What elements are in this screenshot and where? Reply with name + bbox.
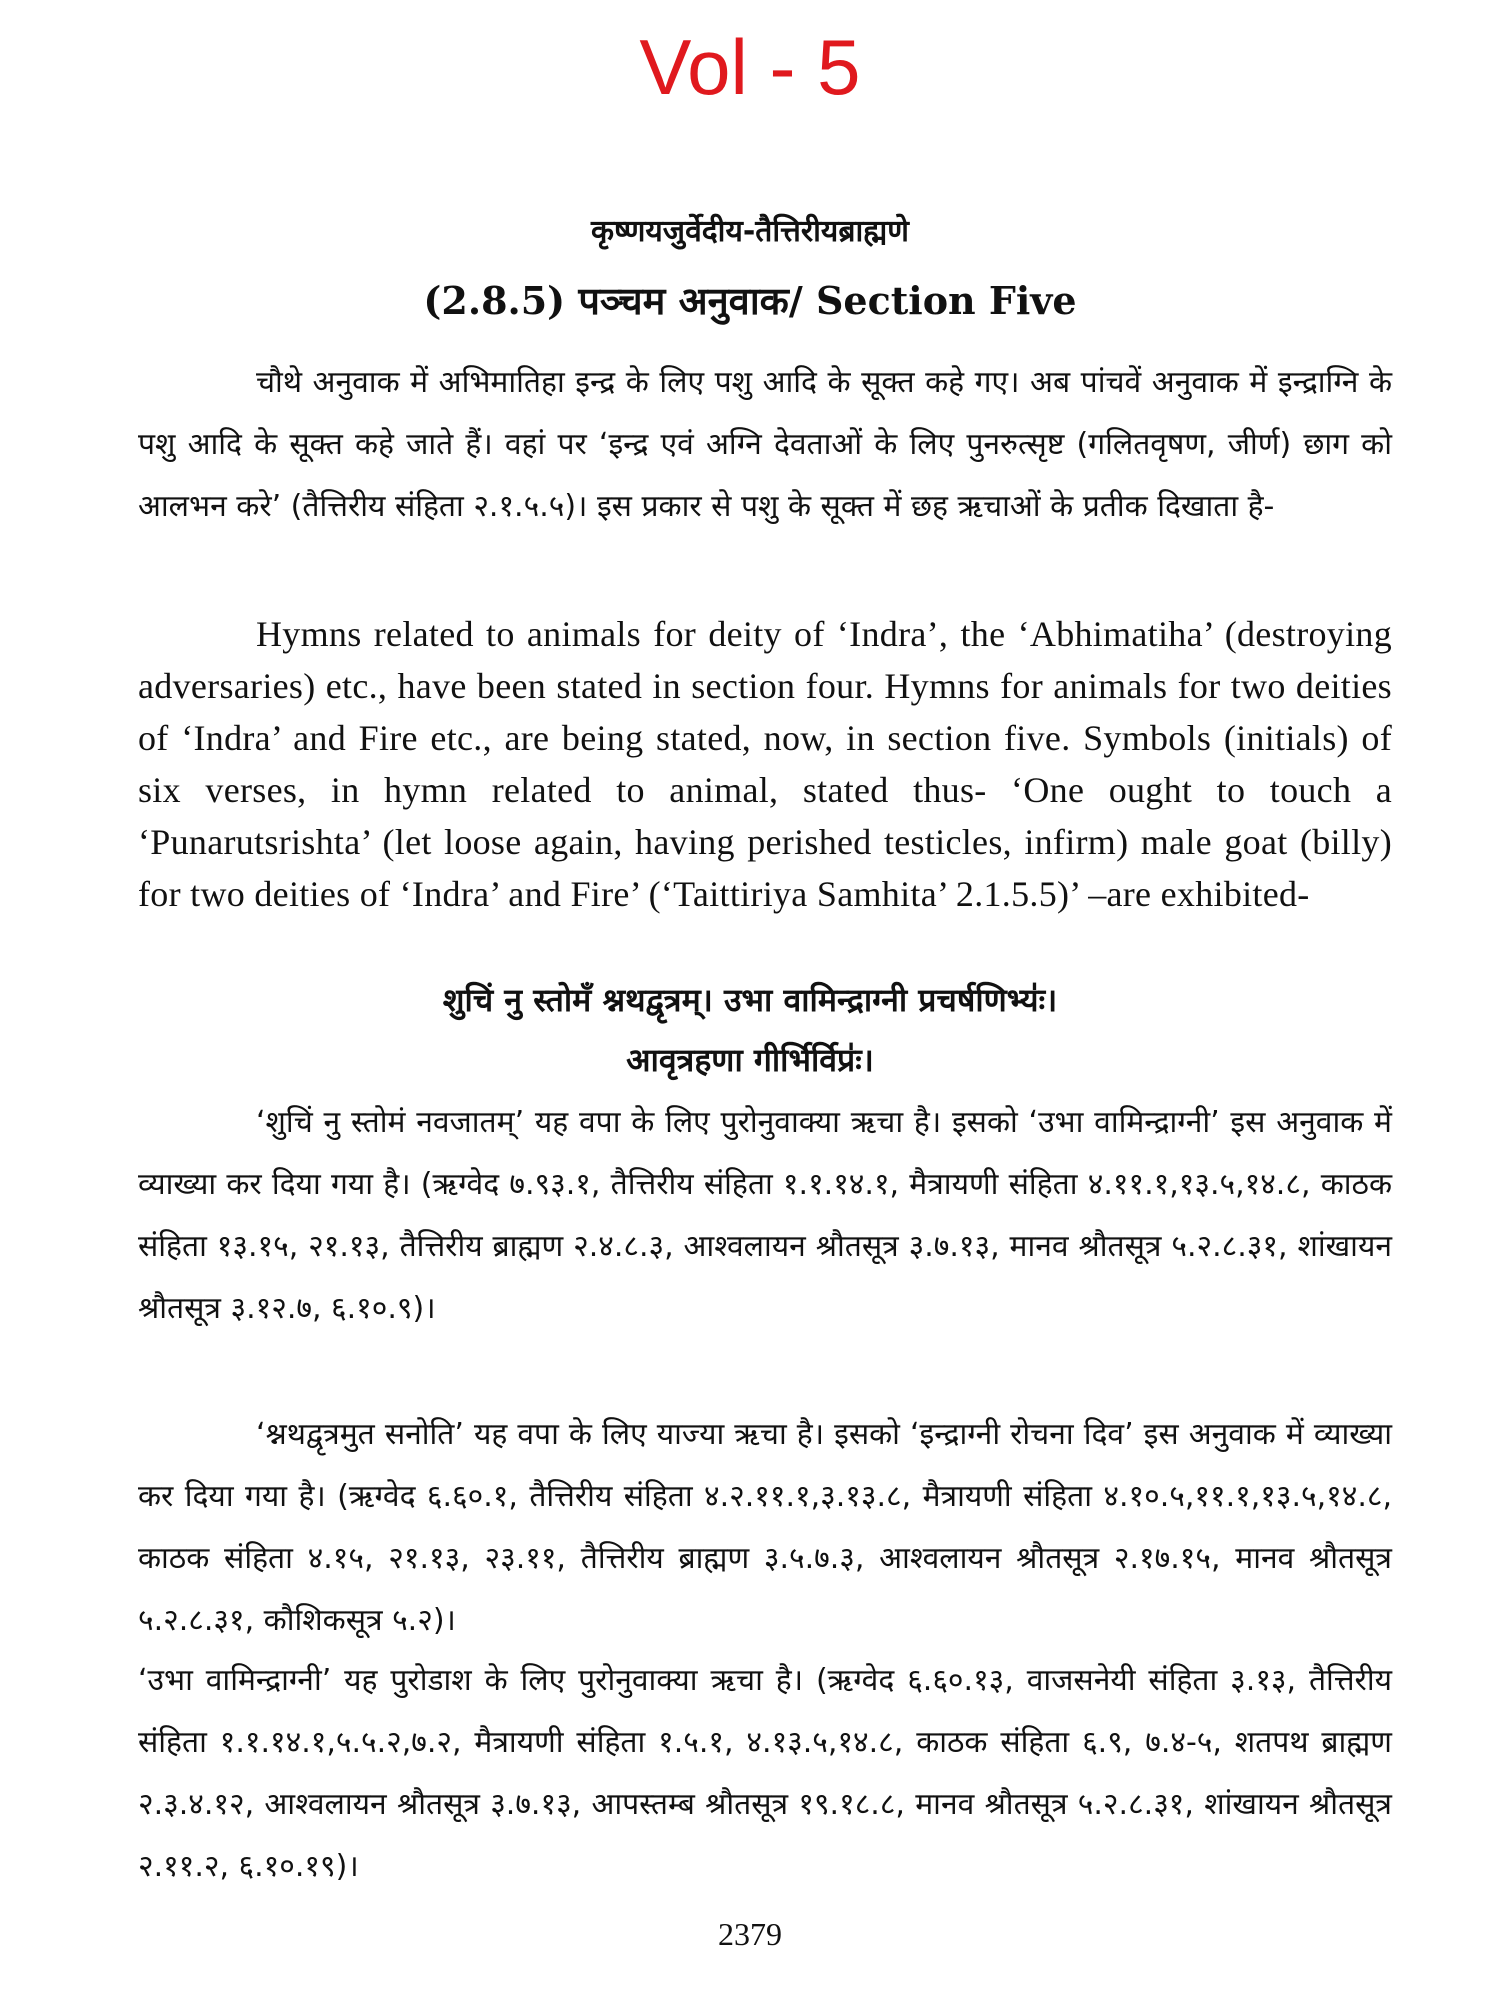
section-title: (2.8.5) पञ्चम अनुवाक/ Section Five: [423, 278, 1077, 323]
hindi-paragraph-4: ‘उभा वामिन्द्राग्नी’ यह पुरोडाश के लिए पुरोनुवाक्या ऋचा है। (ऋग्वेद ६.६०.१३, वाजसनेयी संहिता ३.१३, तैत्तिरीय संहिता १.१.१४.१,५.५.२,७.२, मैत्रायणी संहिता १.५.१, ४.१३.५,१४.८, काठक संहिता ६.९, ७.४-५, शतपथ ब्राह्मण २.३.४.१२, आश्वलायन श्रौतसूत्र ३.७.१३, आपस्तम्ब श्रौतसूत्र १९.१८.८, मानव श्रौतसूत्र ५.२.८.३१, शांखायन श्रौतसूत्र २.११.२, ६.१०.१९)।: [138, 1663, 1392, 1884]
verse-line-2: आवृत्रहणा गीर्भिर्विप्रः॑।: [626, 1041, 874, 1079]
hindi-paragraph-2: ‘शुचिं नु स्तोमं नवजातम्’ यह वपा के लिए पुरोनुवाक्या ऋचा है। इसको ‘उभा वामिन्द्राग्नी’ इस अनुवाक में व्याख्या कर दिया गया है। (ऋग्वेद ७.९३.१, तैत्तिरीय संहिता १.१.१४.१, मैत्रायणी संहिता ४.११.१,१३.५,१४.८, काठक संहिता १३.१५, २१.१३, तैत्तिरीय ब्राह्मण २.४.८.३, आश्वलायन श्रौतसूत्र ३.७.१३, मानव श्रौतसूत्र ५.२.८.३१, शांखायन श्रौतसूत्र ३.१२.७, ६.१०.९)।: [138, 1105, 1392, 1326]
book-header: कृष्णयजुर्वेदीय-तैत्तिरीयब्राह्मणे: [591, 214, 909, 249]
hindi-intro-paragraph: चौथे अनुवाक में अभिमातिहा इन्द्र के लिए पशु आदि के सूक्त कहे गए। अब पांचवें अनुवाक में इन्द्राग्नि के पशु आदि के सूक्त कहे जाते हैं। वहां पर ‘इन्द्र एवं अग्नि देवताओं के लिए पुनरुत्सृष्ट (गलितवृषण, जीर्ण) छाग को आलभन करे’ (तैत्तिरीय संहिता २.१.५.५)। इस प्रकार से पशु के सूक्त में छह ऋचाओं के प्रतीक दिखाता है-: [138, 365, 1392, 524]
volume-label: Vol - 5: [639, 23, 861, 111]
verse-line-1: शुचिं नु स्तोमँ श्नथद्वृत्रम्। उभा वामिन्द्राग्नी प्रचर्षणिभ्यः॑।: [442, 981, 1058, 1019]
english-translation-paragraph: Hymns related to animals for deity of ‘Indra’, the ‘Abhimatiha’ (destroying adversaries) etc., have been stated in section four. Hymns for animals for two deities of ‘Indra’ and Fire etc., are being stated, now, in section five. Symbols (initials) of six verses, in hymn related to animal, stated thus- ‘One ought to touch a ‘Punarutsrishta’ (let loose again, having perished testicles, infirm) male goat (billy) for two deities of ‘Indra’ and Fire’ (‘Taittiriya Samhita’ 2.1.5.5)’ –are exhibited-: [138, 614, 1392, 914]
page-number: 2379: [718, 1916, 782, 1952]
hindi-paragraph-3: ‘श्नथद्वृत्रमुत सनोति’ यह वपा के लिए याज्या ऋचा है। इसको ‘इन्द्राग्नी रोचना दिव’ इस अनुवाक में व्याख्या कर दिया गया है। (ऋग्वेद ६.६०.१, तैत्तिरीय संहिता ४.२.११.१,३.१३.८, मैत्रायणी संहिता ४.१०.५,११.१,१३.५,१४.८, काठक संहिता ४.१५, २१.१३, २३.११, तैत्तिरीय ब्राह्मण ३.५.७.३, आश्वलायन श्रौतसूत्र २.१७.१५, मानव श्रौतसूत्र ५.२.८.३१, कौशिकसूत्र ५.२)।: [138, 1417, 1392, 1638]
